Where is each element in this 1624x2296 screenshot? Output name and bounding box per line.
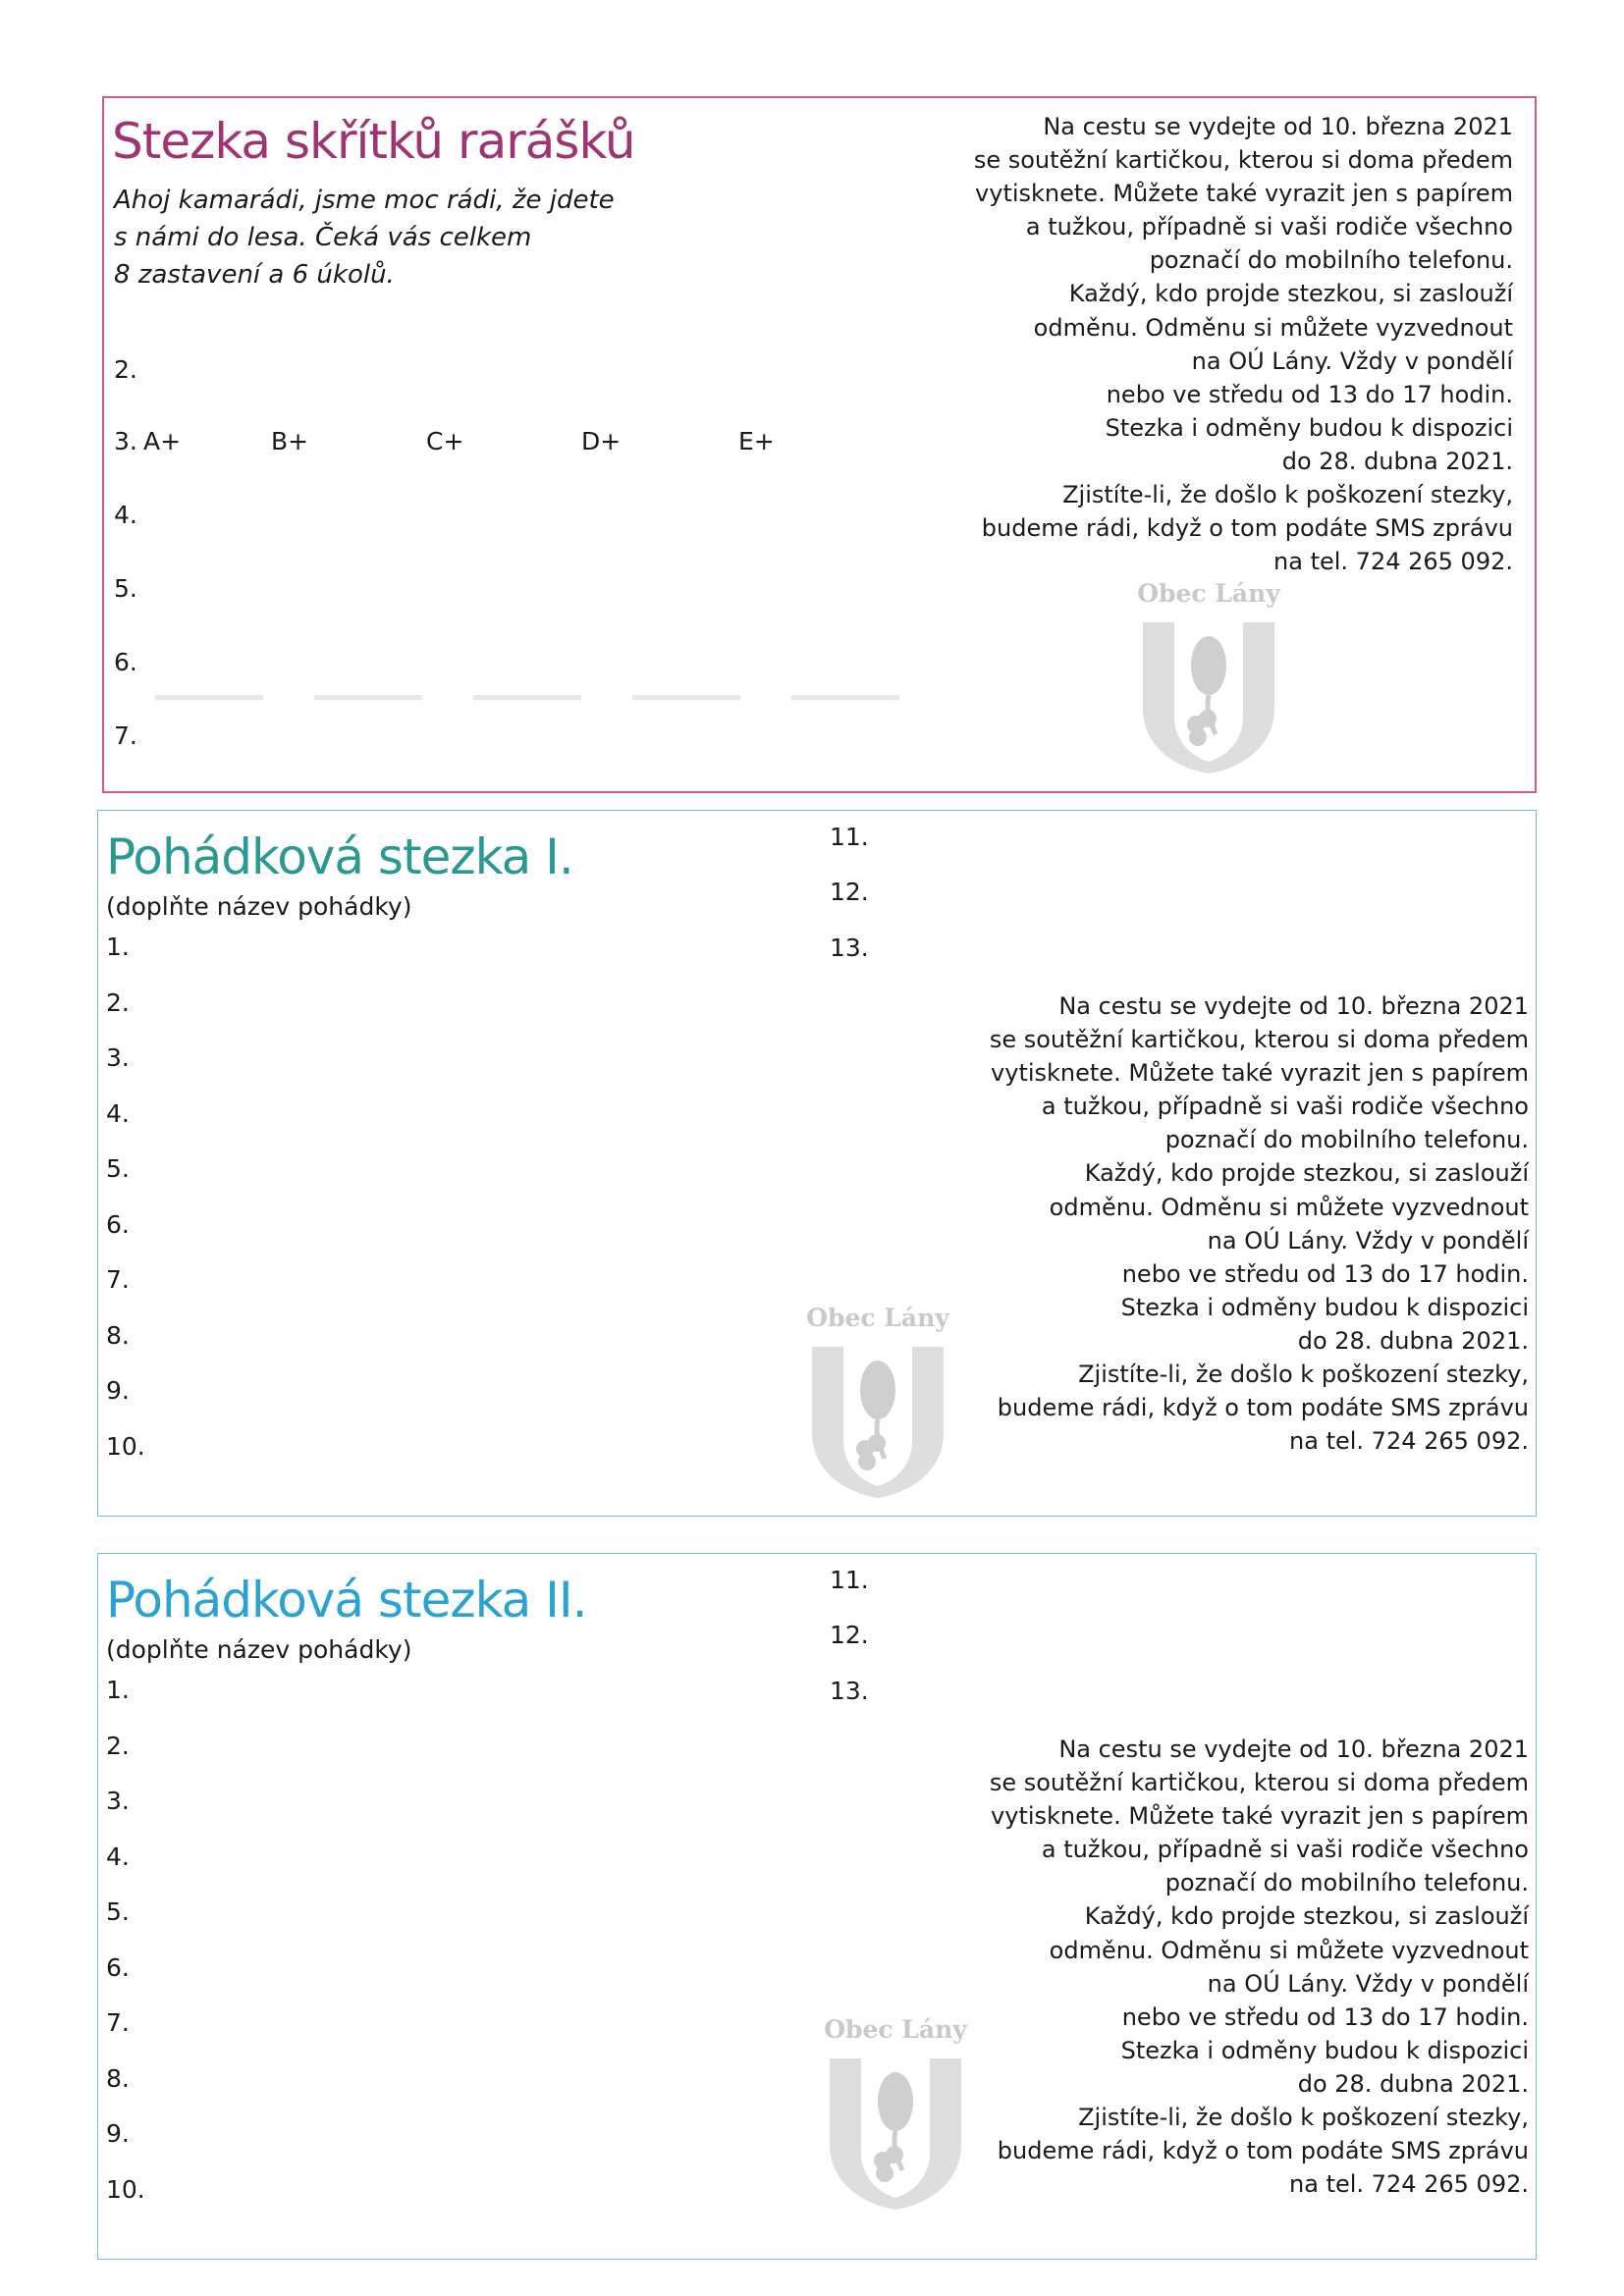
item-number: 5. <box>106 1154 130 1183</box>
info-line: vytisknete. Můžete také vyrazit jen s papírem <box>991 1802 1529 1831</box>
answer-option-e: E+ <box>738 427 775 455</box>
card-title: Pohádková stezka I. <box>106 828 573 885</box>
answer-blank <box>155 695 263 700</box>
info-line: budeme rádi, když o tom podáte SMS zprávu <box>997 2137 1529 2165</box>
municipality-crest <box>822 2015 969 2212</box>
info-text <box>990 1733 1529 2201</box>
card-pohadkova-stezka-1 <box>97 810 1537 1517</box>
clover-crest-icon <box>1135 618 1282 775</box>
crest-caption: Obec Lány <box>806 1304 949 1332</box>
item-number: 3. <box>106 1043 130 1072</box>
item-number: 2. <box>106 1732 130 1760</box>
info-line: vytisknete. Můžete také vyrazit jen s papírem <box>975 180 1513 208</box>
card-pohadkova-stezka-2 <box>97 1553 1537 2260</box>
info-text <box>990 989 1529 1458</box>
info-text <box>974 110 1513 578</box>
item-number: 1. <box>106 933 130 961</box>
info-line: poznačí do mobilního telefonu. <box>1164 1126 1529 1154</box>
info-line: Zjistíte-li, že došlo k poškození stezky, <box>1062 481 1513 509</box>
item-number: 5. <box>114 574 137 603</box>
info-line: nebo ve středu od 13 do 17 hodin. <box>1121 2002 1529 2031</box>
info-line: Stezka i odměny budou k dispozici <box>1105 413 1513 442</box>
info-line: na OÚ Lány. Vždy v pondělí <box>1207 1226 1529 1255</box>
clover-crest-icon <box>822 2055 969 2212</box>
intro-text: Ahoj kamarádi, jsme moc rádi, že jdete s námi do lesa. Čeká vás celkem 8 zastavení a 6 úkolů. <box>114 186 615 290</box>
item-number: 4. <box>106 1842 130 1871</box>
info-line: a tužkou, případně si vaši rodiče všechno <box>1025 213 1513 241</box>
answer-blank <box>791 695 899 700</box>
info-line: na tel. 724 265 092. <box>1289 2170 1529 2199</box>
info-line: odměnu. Odměnu si můžete vyzvednout <box>1049 1936 1529 1964</box>
info-line: Na cestu se vydejte od 10. března 2021 <box>1058 992 1529 1020</box>
info-line: Na cestu se vydejte od 10. března 2021 <box>1058 1735 1529 1763</box>
item-number: 11. <box>830 823 869 851</box>
item-number: 7. <box>114 721 137 750</box>
item-number: 7. <box>106 1265 130 1294</box>
info-line: do 28. dubna 2021. <box>1297 1326 1529 1355</box>
info-line: Stezka i odměny budou k dispozici <box>1120 2036 1529 2064</box>
info-line: se soutěžní kartičkou, kterou si doma předem <box>973 146 1513 175</box>
info-line: Zjistíte-li, že došlo k poškození stezky, <box>1078 1361 1529 1389</box>
info-line: vytisknete. Můžete také vyrazit jen s papírem <box>991 1059 1529 1088</box>
answer-row <box>114 427 775 456</box>
answer-option-b: B+ <box>271 427 309 455</box>
item-number: 4. <box>114 501 137 529</box>
info-line: na OÚ Lány. Vždy v pondělí <box>1191 347 1513 375</box>
info-line: poznačí do mobilního telefonu. <box>1164 1869 1529 1897</box>
info-line: budeme rádi, když o tom podáte SMS zprávu <box>997 1394 1529 1422</box>
item-number: 10. <box>106 1432 145 1461</box>
info-line: Každý, kdo projde stezkou, si zaslouží <box>1084 1902 1529 1931</box>
item-number: 3. <box>114 427 137 455</box>
answer-blanks <box>155 695 899 700</box>
answer-option-c: C+ <box>426 427 464 455</box>
info-line: nebo ve středu od 13 do 17 hodin. <box>1106 380 1513 408</box>
info-line: se soutěžní kartičkou, kterou si doma předem <box>989 1026 1529 1054</box>
item-number: 8. <box>106 2064 130 2093</box>
item-number: 2. <box>114 355 137 384</box>
answer-option-a: A+ <box>143 427 182 455</box>
item-number: 8. <box>106 1321 130 1350</box>
info-line: odměnu. Odměnu si můžete vyzvednout <box>1033 313 1513 342</box>
info-line: poznačí do mobilního telefonu. <box>1149 246 1513 275</box>
item-number: 2. <box>106 988 130 1017</box>
info-line: na OÚ Lány. Vždy v pondělí <box>1207 1969 1529 1998</box>
item-number: 5. <box>106 1897 130 1926</box>
info-line: Každý, kdo projde stezkou, si zaslouží <box>1084 1159 1529 1188</box>
crest-caption: Obec Lány <box>824 2015 967 2044</box>
crest-caption: Obec Lány <box>1137 579 1280 608</box>
info-line: na tel. 724 265 092. <box>1273 548 1513 576</box>
municipality-crest <box>1135 579 1282 775</box>
item-number: 1. <box>106 1676 130 1704</box>
info-line: Stezka i odměny budou k dispozici <box>1120 1293 1529 1321</box>
item-number: 7. <box>106 2008 130 2037</box>
item-number: 13. <box>830 1677 869 1705</box>
info-line: na tel. 724 265 092. <box>1289 1427 1529 1456</box>
item-number: 6. <box>106 1953 130 1982</box>
card-title: Pohádková stezka II. <box>106 1572 587 1629</box>
answer-blank <box>314 695 422 700</box>
item-number: 3. <box>106 1787 130 1815</box>
info-line: odměnu. Odměnu si můžete vyzvednout <box>1049 1193 1529 1221</box>
item-number: 6. <box>114 648 137 676</box>
clover-crest-icon <box>804 1343 951 1500</box>
card-stezka-skritku <box>102 96 1537 793</box>
info-line: do 28. dubna 2021. <box>1281 447 1513 475</box>
answer-blank <box>473 695 581 700</box>
info-line: Na cestu se vydejte od 10. března 2021 <box>1043 113 1513 140</box>
item-number: 6. <box>106 1210 130 1239</box>
info-line: Zjistíte-li, že došlo k poškození stezky, <box>1078 2104 1529 2132</box>
item-number: 11. <box>830 1566 869 1594</box>
item-number: 12. <box>830 878 869 906</box>
municipality-crest <box>804 1304 951 1500</box>
item-number: 12. <box>830 1621 869 1649</box>
info-line: se soutěžní kartičkou, kterou si doma předem <box>989 1769 1529 1797</box>
item-number: 9. <box>106 2119 130 2148</box>
card-subtitle: (doplňte název pohádky) <box>106 892 412 921</box>
item-number: 13. <box>830 934 869 962</box>
info-line: a tužkou, případně si vaši rodiče všechno <box>1041 1093 1529 1121</box>
item-number: 10. <box>106 2175 145 2204</box>
info-line: a tužkou, případně si vaši rodiče všechno <box>1041 1836 1529 1864</box>
answer-option-d: D+ <box>581 427 622 455</box>
info-line: Každý, kdo projde stezkou, si zaslouží <box>1068 280 1513 308</box>
info-line: do 28. dubna 2021. <box>1297 2069 1529 2098</box>
card-title: Stezka skřítků rarášků <box>112 113 635 170</box>
item-number: 4. <box>106 1099 130 1128</box>
card-subtitle: (doplňte název pohádky) <box>106 1635 412 1664</box>
info-line: nebo ve středu od 13 do 17 hodin. <box>1121 1259 1529 1288</box>
info-line: budeme rádi, když o tom podáte SMS zprávu <box>981 514 1513 543</box>
item-number: 9. <box>106 1376 130 1405</box>
answer-blank <box>632 695 740 700</box>
